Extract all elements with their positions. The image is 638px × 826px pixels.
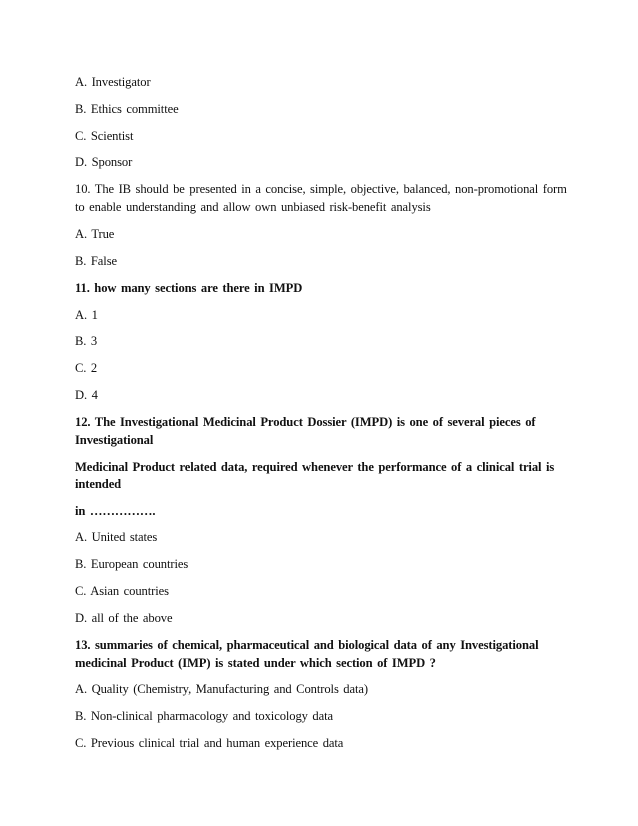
q12-option-a: A. United states bbox=[75, 530, 158, 544]
q13-question-line-2: medicinal Product (IMP) is stated under which section of IMPD ? bbox=[75, 656, 436, 670]
q11-option-c: C. 2 bbox=[75, 361, 98, 375]
q13-question-line-1: 13. summaries of chemical, pharmaceutical and biological data of any Investigational bbox=[75, 638, 539, 652]
q13-option-c: C. Previous clinical trial and human experience data bbox=[75, 736, 344, 750]
q12-question-line-5: in ……………. bbox=[75, 504, 156, 518]
q11-question: 11. how many sections are there in IMPD bbox=[75, 281, 303, 295]
q10-question-line-2: to enable understanding and allow own unbiased risk-benefit analysis bbox=[75, 200, 431, 214]
q11-option-a: A. 1 bbox=[75, 308, 98, 322]
q13-option-a: A. Quality (Chemistry, Manufacturing and Controls data) bbox=[75, 682, 368, 696]
q9-option-c: C. Scientist bbox=[75, 129, 134, 143]
q9-option-b: B. Ethics committee bbox=[75, 102, 179, 116]
q9-option-a: A. Investigator bbox=[75, 75, 151, 89]
q10-question-line-1: 10. The IB should be presented in a concise, simple, objective, balanced, non-promotional form bbox=[75, 182, 567, 196]
q12-option-d: D. all of the above bbox=[75, 611, 173, 625]
q12-option-c: C. Asian countries bbox=[75, 584, 169, 598]
q11-option-d: D. 4 bbox=[75, 388, 98, 402]
q12-question-line-4: intended bbox=[75, 477, 122, 491]
q12-option-b: B. European countries bbox=[75, 557, 189, 571]
q10-option-b: B. False bbox=[75, 254, 117, 268]
q12-question-line-3: Medicinal Product related data, required whenever the performance of a clinical trial is bbox=[75, 460, 555, 474]
q9-option-d: D. Sponsor bbox=[75, 155, 133, 169]
q10-option-a: A. True bbox=[75, 227, 115, 241]
q12-question-line-2: Investigational bbox=[75, 433, 154, 447]
q13-option-b: B. Non-clinical pharmacology and toxicology data bbox=[75, 709, 334, 723]
q11-option-b: B. 3 bbox=[75, 334, 98, 348]
q12-question-line-1: 12. The Investigational Medicinal Product Dossier (IMPD) is one of several pieces of bbox=[75, 415, 536, 429]
